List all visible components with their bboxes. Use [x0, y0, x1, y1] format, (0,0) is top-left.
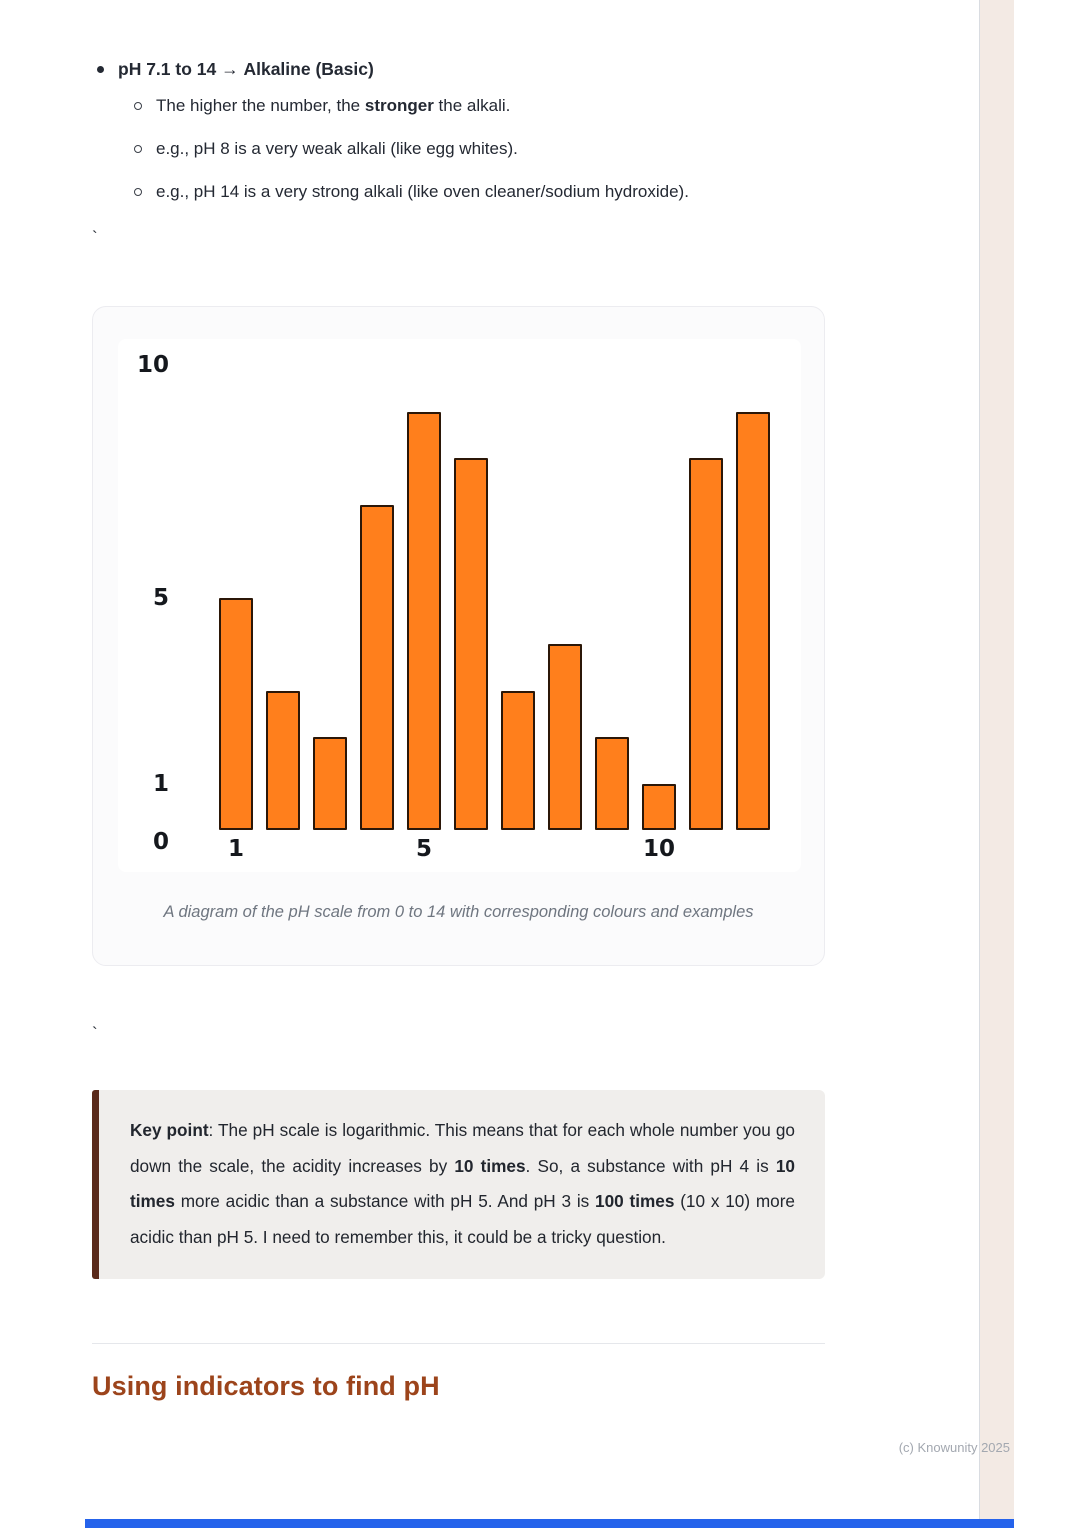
x-axis-tick: 5	[415, 836, 433, 862]
ph-bar-chart	[118, 339, 801, 872]
bullet-ph-alkaline	[92, 57, 825, 81]
sub-bullet-ph8	[92, 137, 825, 161]
bullet-marker-circle	[134, 188, 142, 196]
bar	[595, 737, 629, 830]
bar	[501, 691, 535, 831]
document-content	[92, 0, 825, 1402]
bar	[548, 644, 582, 830]
chart-bars	[219, 412, 770, 831]
figure-caption: A diagram of the pH scale from 0 to 14 with corresponding colours and examples	[163, 903, 754, 921]
bar	[689, 458, 723, 830]
bar	[360, 505, 394, 831]
keypoint-callout: Key point: The pH scale is logarithmic. This means that for each whole number you go down the scale, the acidity increases by 10 times. So, a substance with pH 4 is 10 times more acidic than a substance with pH 5. And pH 3 is 100 times (10 x 10) more acidic than pH 5. I need to remember this, it could be a tricky question.	[92, 1090, 825, 1279]
sub-bullet-stronger	[92, 94, 825, 118]
bar	[266, 691, 300, 831]
y-axis-tick: 10	[136, 352, 169, 378]
sub-bullet-text: The higher the number, the stronger the alkali.	[156, 96, 511, 115]
bar	[454, 458, 488, 830]
copyright-text: (c) Knowunity 2025	[898, 1440, 1010, 1455]
bar	[642, 784, 676, 831]
sub-bullet-list	[92, 94, 825, 204]
x-axis-tick: 1	[227, 836, 245, 862]
bar	[407, 412, 441, 831]
sub-bullet-text: e.g., pH 8 is a very weak alkali (like egg whites).	[156, 139, 518, 158]
sub-bullet-text: e.g., pH 14 is a very strong alkali (like oven cleaner/sodium hydroxide).	[156, 182, 689, 201]
stray-backtick: `	[92, 228, 98, 247]
y-axis-tick: 0	[152, 829, 169, 855]
stray-backtick: `	[92, 1024, 98, 1043]
bullet-marker-disc	[97, 66, 104, 73]
sub-bullet-ph14	[92, 180, 825, 204]
bar	[313, 737, 347, 830]
bottom-accent-bar	[85, 1519, 1014, 1528]
bullet-marker-circle	[134, 102, 142, 110]
bar	[219, 598, 253, 831]
y-axis-tick: 1	[152, 770, 169, 797]
x-axis-tick: 10	[642, 836, 676, 862]
bullet-text: pH 7.1 to 14 → Alkaline (Basic)	[118, 59, 374, 79]
y-axis-tick: 5	[152, 584, 169, 611]
section-heading: Using indicators to find pH	[92, 1371, 440, 1401]
bar	[736, 412, 770, 831]
figure-card	[92, 306, 825, 966]
scrollbar-track[interactable]	[979, 0, 1014, 1528]
section-divider	[92, 1343, 825, 1344]
bullet-marker-circle	[134, 145, 142, 153]
